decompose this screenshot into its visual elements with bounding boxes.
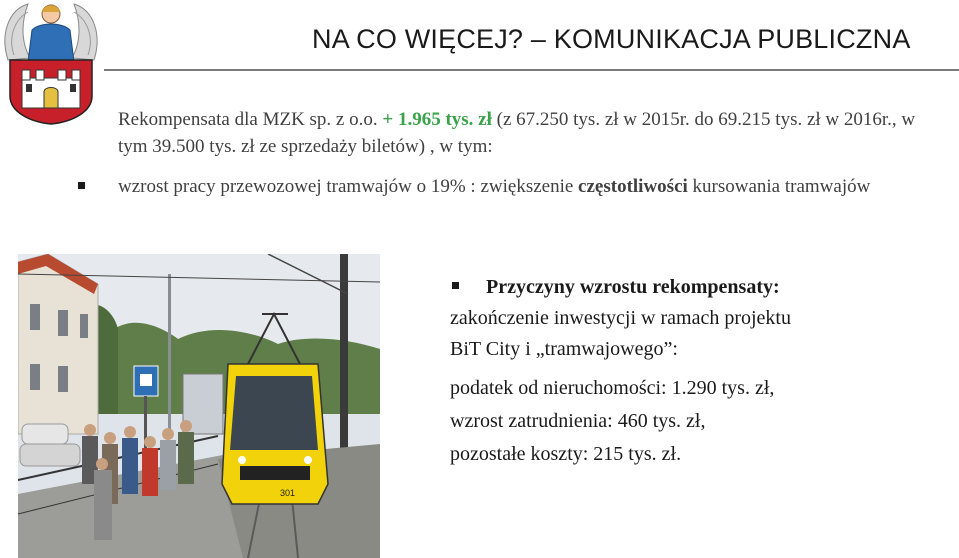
reason-line: podatek od nieruchomości: 1.290 tys. zł,: [450, 377, 775, 399]
tram-work-suffix: kursowania tramwajów: [687, 176, 871, 197]
bullet-marker: [78, 182, 85, 189]
reason-line: pozostałe koszty: 215 tys. zł.: [450, 443, 682, 465]
title-divider: [104, 69, 959, 71]
slide-title: NA CO WIĘCEJ? – KOMUNIKACJA PUBLICZNA: [312, 24, 911, 54]
tram-work-prefix: wzrost pracy przewozowej tramwajów o 19% : zwiększenie: [118, 176, 579, 197]
compensation-prefix: Rekompensata dla MZK sp. z o.o.: [118, 109, 378, 130]
tram-work-bold: częstotliwości: [578, 176, 688, 197]
tram-stop-photo: [18, 254, 380, 558]
compensation-paragraph: [118, 106, 918, 160]
compensation-details: (z 67.250 tys. zł w 2015r. do 69.215 tys. zł w 2016r., w tym 39.500 tys. zł ze sprzedaży biletów) , w tym:: [118, 109, 916, 157]
tram-number: 301: [280, 488, 296, 498]
reasons-block: [450, 272, 950, 470]
reason-line: zakończenie inwestycji w ramach projektu: [450, 307, 791, 329]
compensation-increase-amount: + 1.965 tys. zł: [377, 109, 492, 130]
tram-work-bullet: [118, 173, 918, 200]
reasons-heading: Przyczyny wzrostu rekompensaty:: [486, 276, 780, 298]
reason-line: wzrost zatrudnienia: 460 tys. zł,: [450, 410, 706, 432]
reason-line: BiT City i „tramwajowego”:: [450, 338, 678, 360]
city-coat-of-arms-logo: [0, 0, 102, 126]
